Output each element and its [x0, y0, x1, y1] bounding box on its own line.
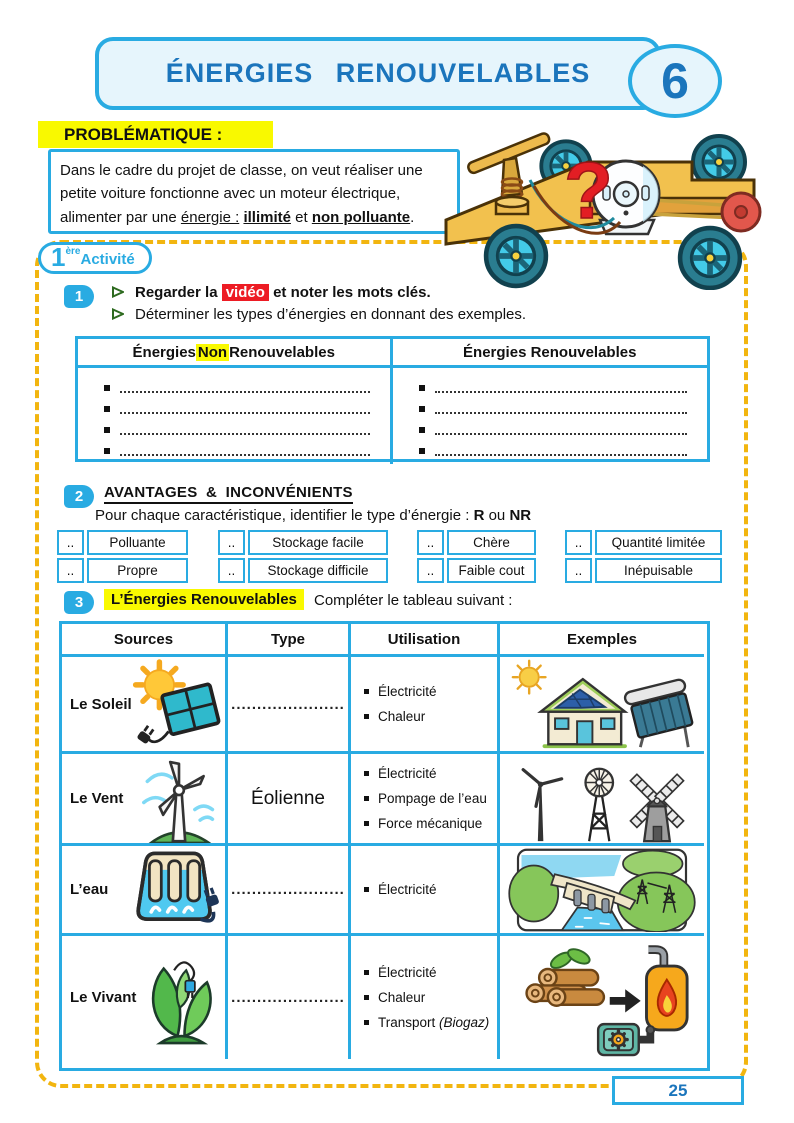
problematique-label: PROBLÉMATIQUE :: [38, 121, 273, 148]
source-cell-soleil: Le Soleil: [62, 657, 228, 754]
utilisation-cell-eau: [351, 846, 500, 936]
step-3-instruction: Compléter le tableau suivant :: [314, 592, 513, 609]
answer-blank[interactable]: [419, 397, 688, 418]
use-item: Transport (Biogaz): [364, 1015, 497, 1030]
step-2-title: AVANTAGES & INCONVÉNIENTS: [104, 484, 353, 504]
use-item: Chaleur: [364, 709, 497, 724]
answer-blank[interactable]: [419, 439, 688, 460]
header-sources: Sources: [62, 624, 228, 657]
answer-box[interactable]: ..: [218, 558, 245, 583]
use-item: Électricité: [364, 882, 497, 897]
page-title: ÉNERGIES RENOUVELABLES: [165, 58, 591, 88]
step-2-instruction: Pour chaque caractéristique, identifier le type d’énergie : R ou NR: [95, 507, 532, 524]
answer-blank[interactable]: [419, 376, 688, 397]
source-cell-eau: L’eau: [62, 846, 228, 936]
step-3-title-highlight: L’Énergies Renouvelables: [104, 589, 304, 610]
source-cell-vivant: Le Vivant: [62, 936, 228, 1059]
use-item: Force mécanique: [364, 816, 497, 831]
solar-house-heater-icon: [505, 658, 699, 750]
characteristics-group-4: [565, 530, 722, 583]
type-answer-blank[interactable]: ......................: [228, 657, 351, 754]
toy-car-illustration: [438, 120, 790, 290]
renewable-sources-table: [59, 621, 710, 1071]
use-item: Électricité: [364, 965, 497, 980]
characteristic-label: Chère: [447, 530, 536, 555]
characteristic-label: Faible cout: [447, 558, 536, 583]
answer-blank[interactable]: [104, 376, 370, 397]
type-answer-blank[interactable]: ......................: [228, 846, 351, 936]
header-type: Type: [228, 624, 351, 657]
header-exemples: Exemples: [500, 624, 704, 657]
answer-blank[interactable]: [419, 418, 688, 439]
header-utilisation: Utilisation: [351, 624, 500, 657]
characteristic-label: Polluante: [87, 530, 188, 555]
question-mark: ?: [564, 146, 613, 235]
non-renouvelables-answer-cell: [78, 368, 393, 464]
answer-box[interactable]: ..: [218, 530, 245, 555]
type-answer-blank[interactable]: ......................: [228, 936, 351, 1059]
step-3-badge: 3: [64, 591, 94, 614]
step-1-instruction-2: Déterminer les types d’énergies en donnant des exemples.: [112, 306, 526, 323]
answer-box[interactable]: ..: [417, 558, 444, 583]
use-item: Électricité: [364, 766, 497, 781]
answer-box[interactable]: ..: [565, 558, 592, 583]
hydro-dam-plug-icon: [127, 848, 223, 932]
windmills-icon: [505, 755, 699, 843]
bold-underlined-word: non polluante: [311, 208, 411, 226]
example-cell-eau: [500, 846, 704, 936]
source-cell-vent: Le Vent: [62, 754, 228, 846]
wooden-electric-toy-car-icon: [438, 120, 790, 290]
page-number-box: [612, 1076, 744, 1105]
characteristic-label: Stockage difficile: [248, 558, 388, 583]
plant-plug-icon: [136, 943, 223, 1053]
answer-box[interactable]: ..: [57, 530, 84, 555]
step-2-badge: 2: [64, 485, 94, 508]
activity-1-badge: 1 ère Activité: [38, 242, 152, 274]
answer-blank[interactable]: [104, 439, 370, 460]
example-cell-soleil: [500, 657, 704, 754]
renouvelables-answer-cell: [393, 368, 708, 464]
characteristics-group-3: [417, 530, 536, 583]
column-header-renouvelables: Énergies Renouvelables: [393, 339, 708, 368]
characteristics-group-2: [218, 530, 388, 583]
characteristic-label: Stockage facile: [248, 530, 388, 555]
problematique-text: Dans le cadre du projet de classe, on veut réaliser une petite voiture fonctionne avec un moteur électrique, alimenter par une: [60, 162, 423, 226]
example-cell-vent: [500, 754, 704, 846]
answer-blank[interactable]: [104, 418, 370, 439]
answer-blank[interactable]: [104, 397, 370, 418]
answer-box[interactable]: ..: [565, 530, 592, 555]
use-item: Électricité: [364, 684, 497, 699]
arrow-bullet-icon: [112, 286, 124, 298]
underlined-word: énergie :: [180, 208, 240, 226]
utilisation-cell-vivant: [351, 936, 500, 1059]
wind-turbine-icon: [135, 755, 223, 843]
problematique-text-box: Dans le cadre du projet de classe, on veut réaliser une petite voiture fonctionne avec un moteur électrique, alimenter par une énergie : illimité et non polluante.: [48, 149, 460, 234]
characteristics-group-1: [57, 530, 188, 583]
arrow-bullet-icon: [112, 308, 124, 320]
sun-solar-panel-icon: [132, 659, 223, 749]
characteristic-label: Quantité limitée: [595, 530, 722, 555]
answer-box[interactable]: ..: [57, 558, 84, 583]
bold-underlined-word: illimité: [243, 208, 291, 226]
non-highlight: Non: [197, 343, 228, 361]
energy-types-table: [75, 336, 710, 462]
step-1-badge: 1: [64, 285, 94, 308]
characteristic-label: Propre: [87, 558, 188, 583]
page-number: 25: [668, 1080, 688, 1100]
column-header-non-renouvelables: Énergies Non Renouvelables: [78, 339, 393, 368]
hydro-dam-landscape-icon: [506, 848, 698, 932]
type-cell-vent: Éolienne: [228, 754, 351, 846]
example-cell-vivant: [500, 936, 704, 1059]
use-item: Chaleur: [364, 990, 497, 1005]
lesson-number-badge: 6: [628, 44, 722, 118]
answer-box[interactable]: ..: [417, 530, 444, 555]
use-item: Pompage de l’eau: [364, 791, 497, 806]
step-1-instruction-1: Regarder la vidéo et noter les mots clés.: [112, 284, 431, 301]
characteristic-label: Inépuisable: [595, 558, 722, 583]
utilisation-cell-vent: [351, 754, 500, 846]
video-highlight: vidéo: [222, 284, 269, 301]
utilisation-cell-soleil: [351, 657, 500, 754]
biomass-boiler-icon: [507, 939, 697, 1057]
